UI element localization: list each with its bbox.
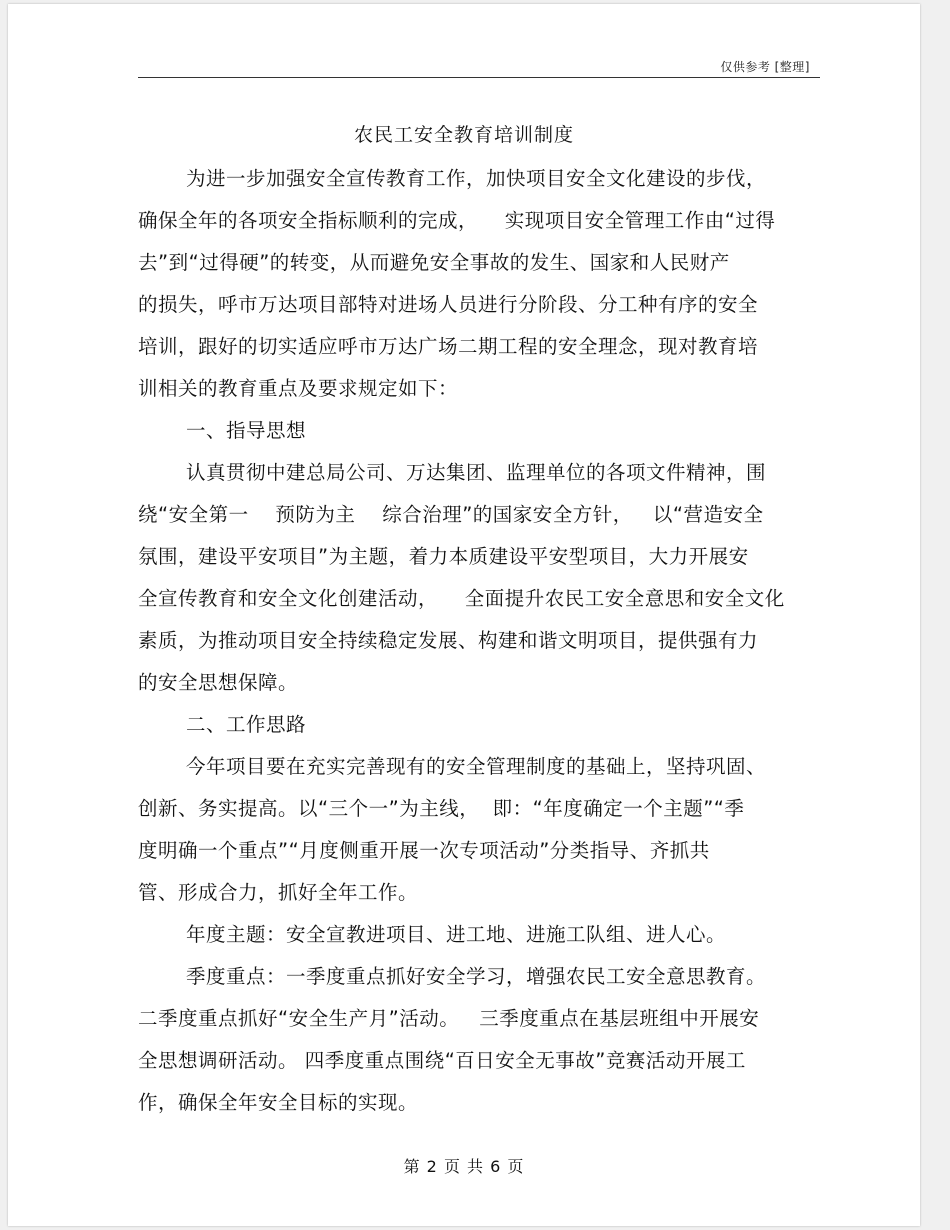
paragraph-line: 训相关的教育重点及要求规定如下：: [138, 377, 459, 400]
header-note: 仅供参考 [整理]: [720, 60, 810, 74]
paragraph-line: 全宣传教育和安全文化创建活动， 全面提升农民工安全意思和安全文化: [138, 587, 785, 610]
paragraph-line: 认真贯彻中建总局公司、万达集团、监理单位的各项文件精神，围: [186, 461, 767, 484]
paragraph-line: 年度主题：安全宣教进项目、进工地、进施工队组、进人心。: [186, 923, 727, 946]
paragraph-line: 全思想调研活动。 四季度重点围绕“百日安全无事故”竞赛活动开展工: [138, 1049, 746, 1072]
paragraph-line: 季度重点：一季度重点抓好安全学习，增强农民工安全意思教育。: [186, 965, 767, 988]
page-number: 第 2 页 共 6 页: [403, 1157, 525, 1176]
paragraph-line: 创新、务实提高。以“三个一”为主线， 即：“年度确定一个主题”“季: [138, 797, 745, 820]
header-divider: [138, 77, 820, 78]
paragraph-line: 管、形成合力，抓好全年工作。: [138, 881, 419, 904]
paragraph-line: 度明确一个重点”“月度侧重开展一次专项活动”分类指导、齐抓共: [138, 839, 710, 862]
paragraph-line: 去”到“过得硬”的转变，从而避免安全事故的发生、国家和人民财产: [138, 251, 730, 274]
paragraph-line: 今年项目要在充实完善现有的安全管理制度的基础上，坚持巩固、: [186, 755, 767, 778]
paragraph-line: 作，确保全年安全目标的实现。: [138, 1091, 419, 1114]
paragraph-line: 的损失，呼市万达项目部特对进场人员进行分阶段、分工种有序的安全: [138, 293, 759, 316]
document-page: [8, 4, 920, 1226]
section-heading: 一、指导思想: [186, 419, 307, 442]
paragraph-line: 确保全年的各项安全指标顺利的完成， 实现项目安全管理工作由“过得: [138, 209, 776, 232]
paragraph-line: 的安全思想保障。: [138, 671, 299, 694]
paragraph-line: 氛围，建设平安项目”为主题，着力本质建设平安型项目，大力开展安: [138, 545, 749, 568]
paragraph-line: 绕“安全第一 预防为主 综合治理”的国家安全方针， 以“营造安全: [138, 503, 764, 526]
document-title: 农民工安全教育培训制度: [353, 124, 574, 146]
paragraph-line: 为进一步加强安全宣传教育工作，加快项目安全文化建设的步伐，: [186, 167, 767, 190]
paragraph-line: 培训，跟好的切实适应呼市万达广场二期工程的安全理念，现对教育培: [138, 335, 759, 358]
paragraph-line: 二季度重点抓好“安全生产月”活动。 三季度重点在基层班组中开展安: [138, 1007, 760, 1030]
document-body: [138, 158, 808, 1124]
paragraph-line: 素质，为推动项目安全持续稳定发展、构建和谐文明项目，提供强有力: [138, 629, 759, 652]
section-heading: 二、工作思路: [186, 713, 307, 736]
